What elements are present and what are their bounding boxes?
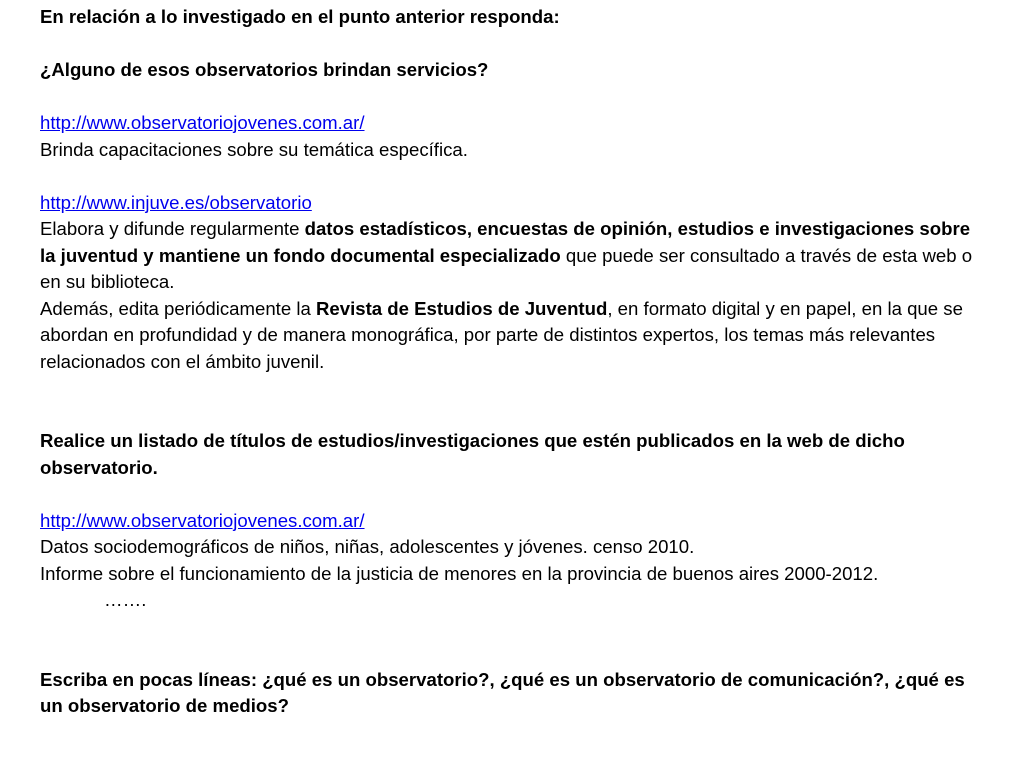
injuve-desc-part-c: que puede ser consultado a través de esta web o en su biblioteca. [40,244,973,292]
list-ellipsis: ……. [104,589,147,610]
link-injuve[interactable]: http://www.injuve.es/observatorio [40,191,312,213]
question-listado: Realice un listado de títulos de estudios/investigaciones que estén publicados en la web de dicho observatorio. [40,430,905,478]
spacer [40,375,986,428]
link-line-3 [40,508,986,535]
link-line-1 [40,110,986,137]
spacer [40,31,986,58]
spacer [40,481,986,508]
question-observatorio: Escriba en pocas líneas: ¿qué es un observatorio?, ¿qué es un observatorio de comunicación?, ¿qué es un observatorio de medios? [40,668,965,716]
spacer [40,614,986,667]
injuve-description [40,216,986,296]
injuve-desc-part-a: Elabora y difunde regularmente [40,218,305,239]
revista-description [40,296,986,376]
revista-title: Revista de Estudios de Juventud [315,297,608,319]
answer-capacitaciones: Brinda capacitaciones sobre su temática específica. [40,138,468,160]
question-services: ¿Alguno de esos observatorios brindan servicios? [40,59,489,80]
intro-heading: En relación a lo investigado en el punto anterior responda: [40,6,560,27]
injuve-desc-bold: datos estadísticos, encuestas de opinión, estudios e investigaciones sobre la juventud y mantiene un fondo documental especializado [40,218,971,266]
list-item-censo: Datos sociodemográficos de niños, niñas, adolescentes y jóvenes. censo 2010. [40,536,695,557]
spacer [40,84,986,111]
spacer [40,163,986,190]
revista-part-c: , en formato digital y en papel, en la que se abordan en profundidad y de manera monográfica, por parte de distintos expertos, los temas más relevantes relacionados con el ámbito juvenil. [40,297,963,372]
link-observatoriojovenes[interactable]: http://www.observatoriojovenes.com.ar/ [40,112,365,133]
link-line-2 [40,190,986,217]
revista-part-a: Además, edita periódicamente la [40,297,316,319]
list-item-justicia: Informe sobre el funcionamiento de la justicia de menores en la provincia de buenos aires 2000-2012. [40,562,879,584]
link-observatoriojovenes-2[interactable]: http://www.observatoriojovenes.com.ar/ [40,509,365,531]
